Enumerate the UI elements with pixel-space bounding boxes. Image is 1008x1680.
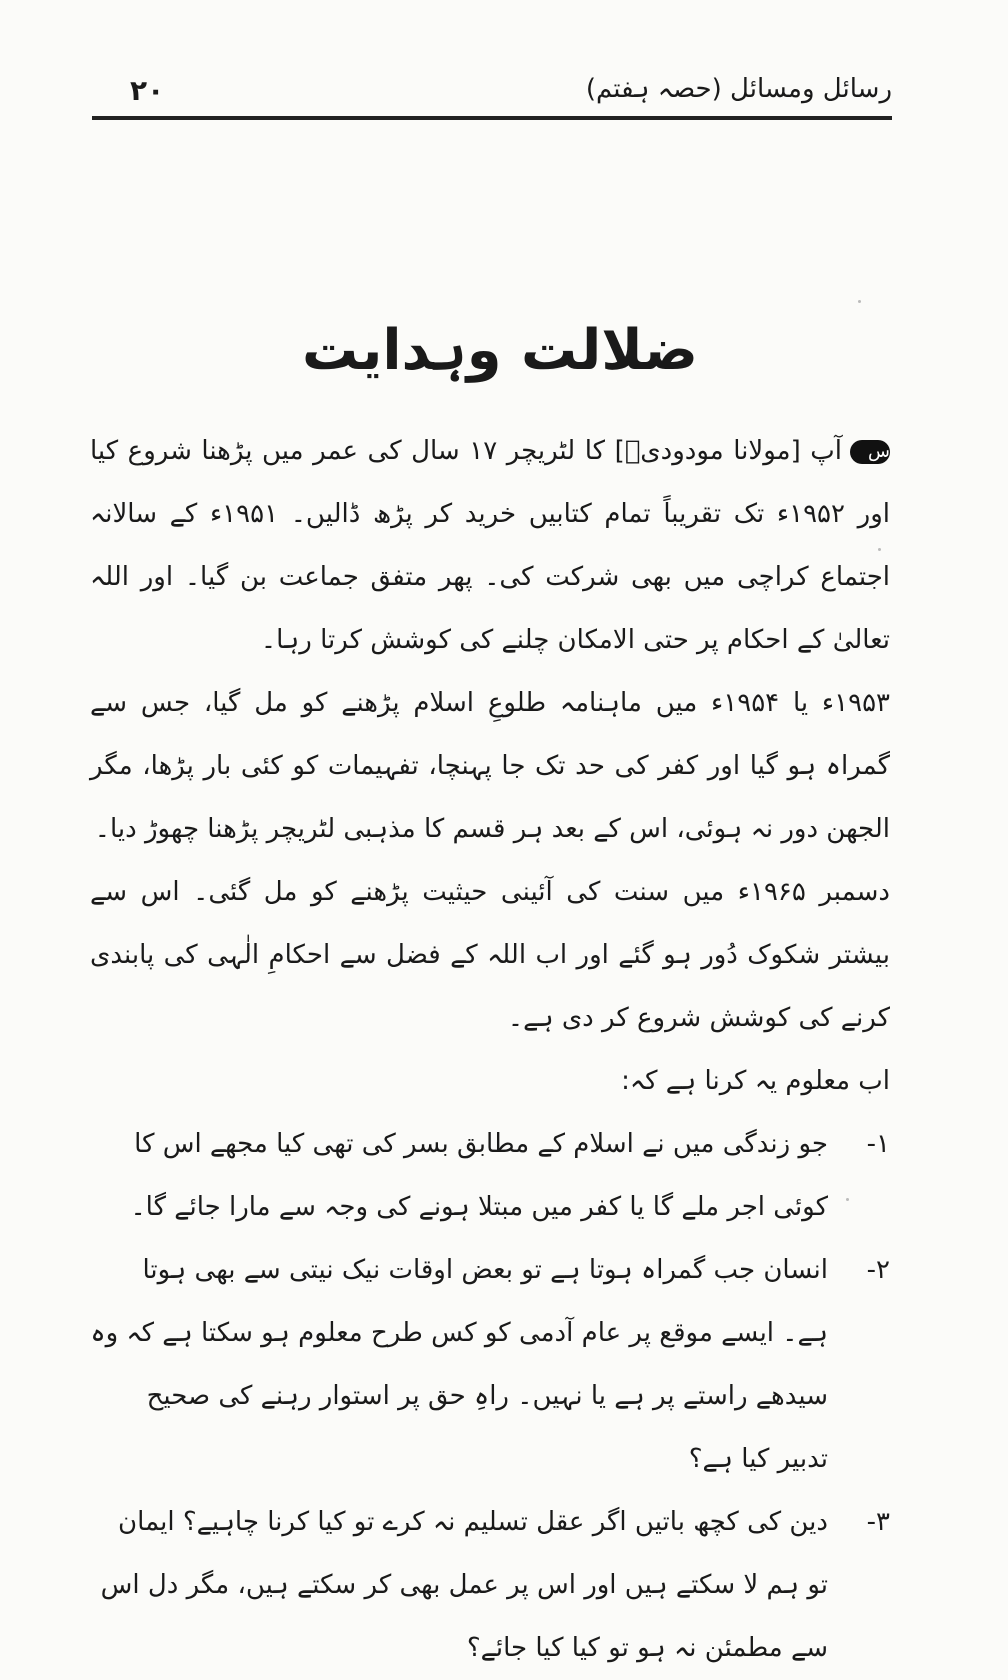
question-list xyxy=(90,1113,890,1680)
paragraph-text: آپ [مولانا مودودیؒ] کا لٹریچر ۱۷ سال کی عمر میں پڑھنا شروع کیا اور ۱۹۵۲ء تک تقریباً تمام کتابیں خرید کر پڑھ ڈالیں۔ ۱۹۵۱ء کے سالانہ اجتماع کراچی میں بھی شرکت کی۔ پھر متفق جماعت بن گیا۔ اور اللہ تعالیٰ کے احکام پر حتی الامکان چلنے کی کوشش کرتا رہا۔ xyxy=(90,436,890,655)
page-number: ۲۰ xyxy=(130,74,165,107)
page-header xyxy=(92,52,892,122)
page-body xyxy=(90,420,890,1680)
list-item xyxy=(90,1491,890,1680)
paragraph: دسمبر ۱۹۶۵ء میں سنت کی آئینی حیثیت پڑھنے کو مل گئی۔ اس سے بیشتر شکوک دُور ہو گئے اور اب اللہ کے فضل سے احکامِ الٰہی کی پابندی کرنے کی کوشش شروع کر دی ہے۔ xyxy=(90,877,890,1033)
paragraph: اب معلوم یہ کرنا ہے کہ: xyxy=(621,1066,890,1096)
chapter-heading: ضلالت وہدایت xyxy=(302,318,698,383)
question-paragraph xyxy=(90,420,890,672)
list-item xyxy=(90,1239,890,1491)
list-item-text: دین کی کچھ باتیں اگر عقل تسلیم نہ کرے تو کیا کرنا چاہیے؟ ایمان تو ہم لا سکتے ہیں اور اس پر عمل بھی کر سکتے ہیں، مگر دل اس سے مطمئن نہ ہو تو کیا کیا جائے؟ xyxy=(100,1507,828,1663)
list-item-number: ۱- xyxy=(866,1129,890,1159)
list-item-number: ۳- xyxy=(866,1507,890,1537)
paragraph: ۱۹۵۳ء یا ۱۹۵۴ء میں ماہنامہ طلوعِ اسلام پڑھنے کو مل گیا، جس سے گمراہ ہو گیا اور کفر کی حد تک جا پہنچا، تفہیمات کو کئی بار پڑھا، مگر الجھن دور نہ ہوئی، اس کے بعد ہر قسم کا مذہبی لٹریچر پڑھنا چھوڑ دیا۔ xyxy=(90,688,890,844)
list-item xyxy=(90,1113,890,1239)
header-rule xyxy=(92,116,892,120)
scan-speck xyxy=(858,300,861,303)
list-item-text: انسان جب گمراہ ہوتا ہے تو بعض اوقات نیک نیتی سے بھی ہوتا ہے۔ ایسے موقع پر عام آدمی کو کس طرح معلوم ہو سکتا ہے کہ وہ سیدھے راستے پر ہے یا نہیں۔ راہِ حق پر استوار رہنے کی صحیح تدبیر کیا ہے؟ xyxy=(90,1255,828,1474)
list-item-text: جو زندگی میں نے اسلام کے مطابق بسر کی تھی کیا مجھے اس کا کوئی اجر ملے گا یا کفر میں مبتلا ہونے کی وجہ سے مارا جائے گا۔ xyxy=(130,1129,828,1222)
running-title: رسائل ومسائل (حصہ ہفتم) xyxy=(585,74,892,104)
scan-speck xyxy=(878,548,881,551)
scan-speck xyxy=(846,1198,849,1201)
list-item-number: ۲- xyxy=(866,1255,890,1285)
question-marker-badge: س xyxy=(850,440,890,464)
